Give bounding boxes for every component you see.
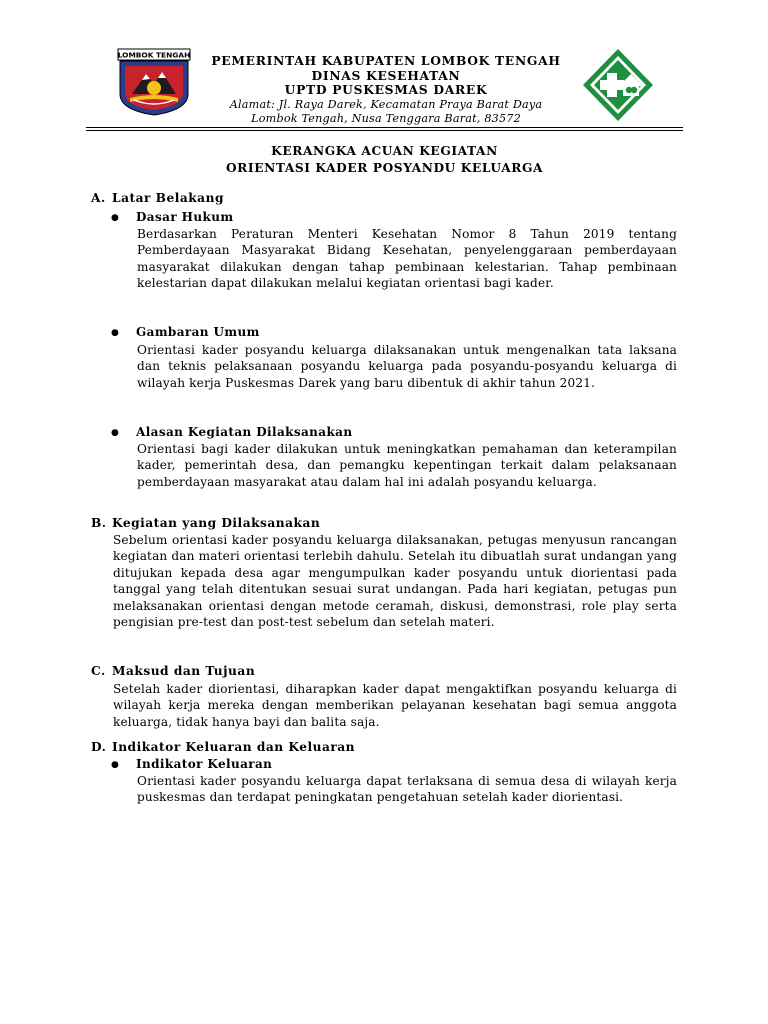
letterhead-government: PEMERINTAH KABUPATEN LOMBOK TENGAH xyxy=(211,53,561,68)
paragraph-dasar-hukum: Berdasarkan Peraturan Menteri Kesehatan Nomor 8 Tahun 2019 tentang Pemberdayaan Masyarakat Bidang Kesehatan, penyelenggaraan pemberdayaan masyarakat dilakukan dengan tahap pembinaan kelestarian. Tahap pembinaan kelestarian dapat dilakukan melalui kegiatan orientasi bagi kader. xyxy=(137,227,677,291)
section-a-title: Latar Belakang xyxy=(112,191,224,205)
title-line1: KERANGKA ACUAN KEGIATAN xyxy=(271,144,498,158)
section-b-letter: B. xyxy=(91,516,107,530)
section-b-title: Kegiatan yang Dilaksanakan xyxy=(112,516,321,530)
letterhead-department: DINAS KESEHATAN xyxy=(311,67,461,83)
subsection-alasan-kegiatan xyxy=(111,425,352,439)
bullet-icon: ● xyxy=(111,428,120,438)
bullet-icon: ● xyxy=(111,328,120,338)
section-a-heading xyxy=(91,191,224,205)
subsection-gambaran-umum xyxy=(111,325,260,339)
subsection-title: Gambaran Umum xyxy=(136,325,260,339)
subsection-title: Alasan Kegiatan Dilaksanakan xyxy=(136,425,353,439)
paragraph-kegiatan: Sebelum orientasi kader posyandu keluarga dilaksanakan, petugas menyusun rancangan kegiatan dan materi orientasi terlebih dahulu. Setelah itu dibuatlah surat undangan yang ditujukan kepada desa agar mengumpulkan kader posyandu untuk diorientasi pada tanggal yang telah ditentukan sesuai surat undangan. Pada hari kegiatan, petugas pun melaksanakan orientasi dengan metode ceramah, diskusi, demonstrasi, role play serta pengisian pre-test dan post-test sebelum dan setelah materi. xyxy=(113,533,677,630)
svg-text:LOMBOK TENGAH: LOMBOK TENGAH xyxy=(117,50,191,60)
letterhead-unit: UPTD PUSKESMAS DAREK xyxy=(284,82,488,97)
title-line2: ORIENTASI KADER POSYANDU KELUARGA xyxy=(225,161,544,175)
bullet-icon: ● xyxy=(111,760,120,770)
letterhead-address-line1: Alamat: Jl. Raya Darek, Kecamatan Praya Barat Daya xyxy=(229,97,543,111)
letterhead xyxy=(196,54,576,127)
letterhead-address-line2: Lombok Tengah, Nusa Tenggara Barat, 83572 xyxy=(251,112,521,125)
puskesmas-logo-icon xyxy=(579,46,657,124)
subsection-title: Indikator Keluaran xyxy=(136,757,273,771)
section-d-title: Indikator Keluaran dan Keluaran xyxy=(112,740,356,754)
section-d-letter: D. xyxy=(91,740,107,754)
section-a-letter: A. xyxy=(91,191,106,205)
section-c-letter: C. xyxy=(91,664,106,678)
bullet-icon: ● xyxy=(111,213,120,223)
paragraph-alasan-kegiatan: Orientasi bagi kader dilakukan untuk meningkatkan pemahaman dan keterampilan kader, pemerintah desa, dan pemangku kepentingan terkait dalam pelaksanaan pemberdayaan masyarakat atau dalam hal ini adalah posyandu keluarga. xyxy=(137,442,677,489)
header-divider-thick xyxy=(86,127,683,128)
subsection-title: Dasar Hukum xyxy=(136,210,234,224)
paragraph-gambaran-umum: Orientasi kader posyandu keluarga dilaksanakan untuk mengenalkan tata laksana dan teknis pelaksanaan posyandu keluarga pada posyandu-posyandu keluarga di wilayah kerja Puskesmas Darek yang baru dibentuk di akhir tahun 2021. xyxy=(137,343,677,390)
section-c-title: Maksud dan Tujuan xyxy=(112,664,256,678)
document-title xyxy=(86,143,683,177)
paragraph-indikator-keluaran: Orientasi kader posyandu keluarga dapat terlaksana di semua desa di wilayah kerja puskesmas dan terdapat peningkatan pengetahuan setelah kader diorientasi. xyxy=(137,774,677,805)
subsection-dasar-hukum xyxy=(111,210,233,224)
subsection-indikator-keluaran xyxy=(111,757,272,771)
section-b-heading xyxy=(91,516,320,530)
paragraph-maksud-tujuan: Setelah kader diorientasi, diharapkan kader dapat mengaktifkan posyandu keluarga di wilayah kerja mereka dengan memberikan pelayanan kesehatan bagi semua anggota keluarga, tidak hanya bayi dan balita saja. xyxy=(113,682,677,729)
header-divider-thin xyxy=(86,130,683,131)
section-d-heading xyxy=(91,740,355,754)
section-c-heading xyxy=(91,664,255,678)
lombok-tengah-emblem-icon xyxy=(116,48,192,116)
